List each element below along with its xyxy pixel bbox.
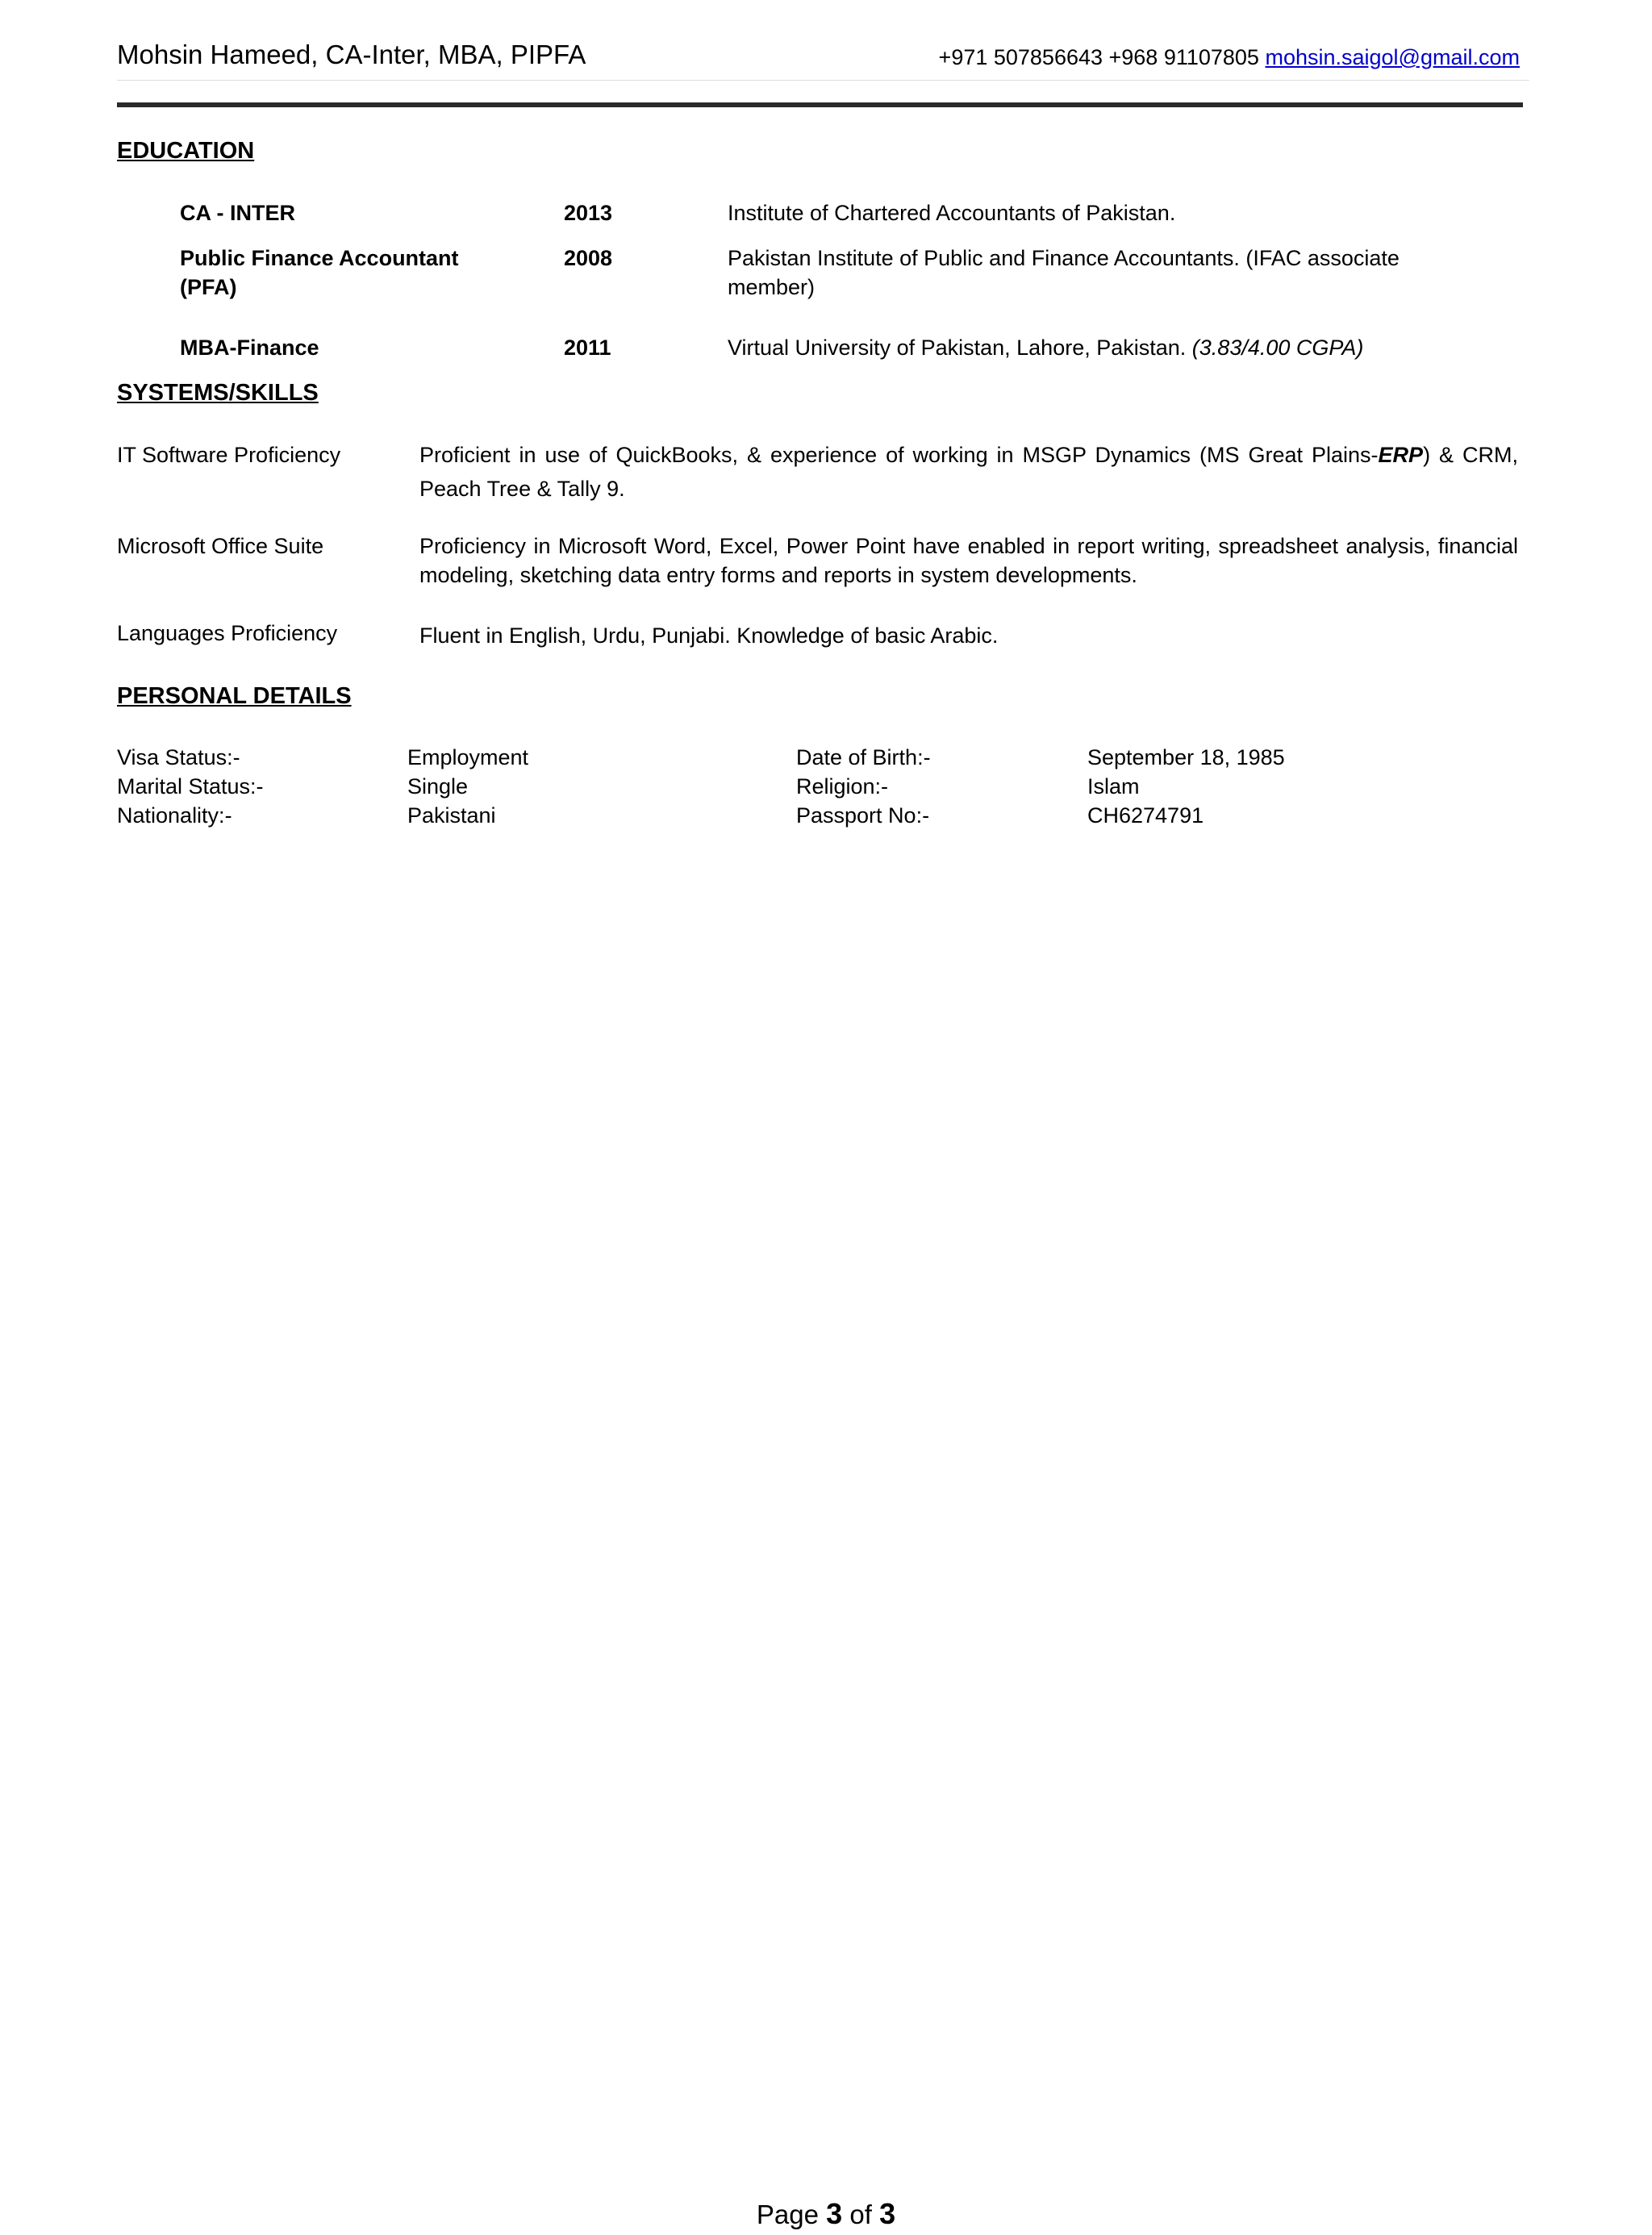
- religion-value: Islam: [1087, 774, 1140, 799]
- page-word: Page: [756, 2200, 819, 2229]
- passport-label: Passport No:-: [796, 803, 930, 828]
- skill-label-office: Microsoft Office Suite: [117, 534, 324, 558]
- contact-info: [939, 45, 1520, 70]
- phone-numbers: +971 507856643 +968 91107805: [938, 45, 1259, 69]
- dob-value: September 18, 1985: [1087, 745, 1285, 769]
- visa-value: Employment: [407, 745, 529, 769]
- education-degree: CA - INTER: [180, 201, 295, 225]
- skills-heading: SYSTEMS/SKILLS: [117, 380, 319, 406]
- of-word: of: [849, 2200, 872, 2229]
- marital-value: Single: [407, 774, 469, 799]
- education-degree: MBA-Finance: [180, 336, 319, 360]
- visa-label: Visa Status:-: [117, 745, 240, 769]
- education-institution: Institute of Chartered Accountants of Pakistan.: [728, 201, 1176, 225]
- cgpa-note: (3.83/4.00 CGPA): [1191, 336, 1364, 360]
- skill-label-languages: Languages Proficiency: [117, 621, 338, 645]
- religion-label: Religion:-: [796, 774, 889, 799]
- education-year: 2013: [564, 201, 613, 225]
- page-number: [0, 2197, 1652, 2231]
- marital-label: Marital Status:-: [117, 774, 264, 799]
- header-divider: [117, 102, 1523, 107]
- passport-value: CH6274791: [1087, 803, 1204, 828]
- education-year: 2008: [564, 246, 613, 270]
- skill-label-it: IT Software Proficiency: [117, 443, 341, 467]
- skill-text: ) & CRM, Peach Tree & Tally 9.: [419, 443, 1518, 501]
- personal-heading: PERSONAL DETAILS: [117, 683, 352, 709]
- skill-desc-office: Proficiency in Microsoft Word, Excel, Power Point have enabled in report writing, spreadsheet analysis, financial modeling, sketching data entry forms and reports in system developments.: [419, 534, 1518, 587]
- education-heading: EDUCATION: [117, 138, 255, 164]
- current-page: 3: [826, 2197, 843, 2230]
- total-pages: 3: [879, 2197, 896, 2230]
- header-divider-thin: [117, 80, 1529, 81]
- nationality-value: Pakistani: [407, 803, 496, 828]
- institution-name: Virtual University of Pakistan, Lahore, Pakistan.: [728, 336, 1187, 360]
- skill-text: Proficient in use of QuickBooks, & experience of working in MSGP Dynamics (MS Great Plains-: [419, 443, 1379, 467]
- skill-desc-it: [419, 438, 1518, 506]
- education-year: 2011: [564, 336, 611, 360]
- erp-emphasis: ERP: [1378, 443, 1424, 467]
- education-institution: [728, 333, 1437, 362]
- email-link[interactable]: mohsin.saigol@gmail.com: [1265, 45, 1520, 69]
- education-institution: Pakistan Institute of Public and Finance Accountants. (IFAC associate member): [728, 246, 1400, 299]
- skill-desc-languages: Fluent in English, Urdu, Punjabi. Knowledge of basic Arabic.: [419, 623, 999, 648]
- education-degree: Public Finance Accountant (PFA): [180, 246, 459, 299]
- candidate-name: Mohsin Hameed, CA-Inter, MBA, PIPFA: [117, 40, 586, 69]
- nationality-label: Nationality:-: [117, 803, 232, 828]
- dob-label: Date of Birth:-: [796, 745, 931, 769]
